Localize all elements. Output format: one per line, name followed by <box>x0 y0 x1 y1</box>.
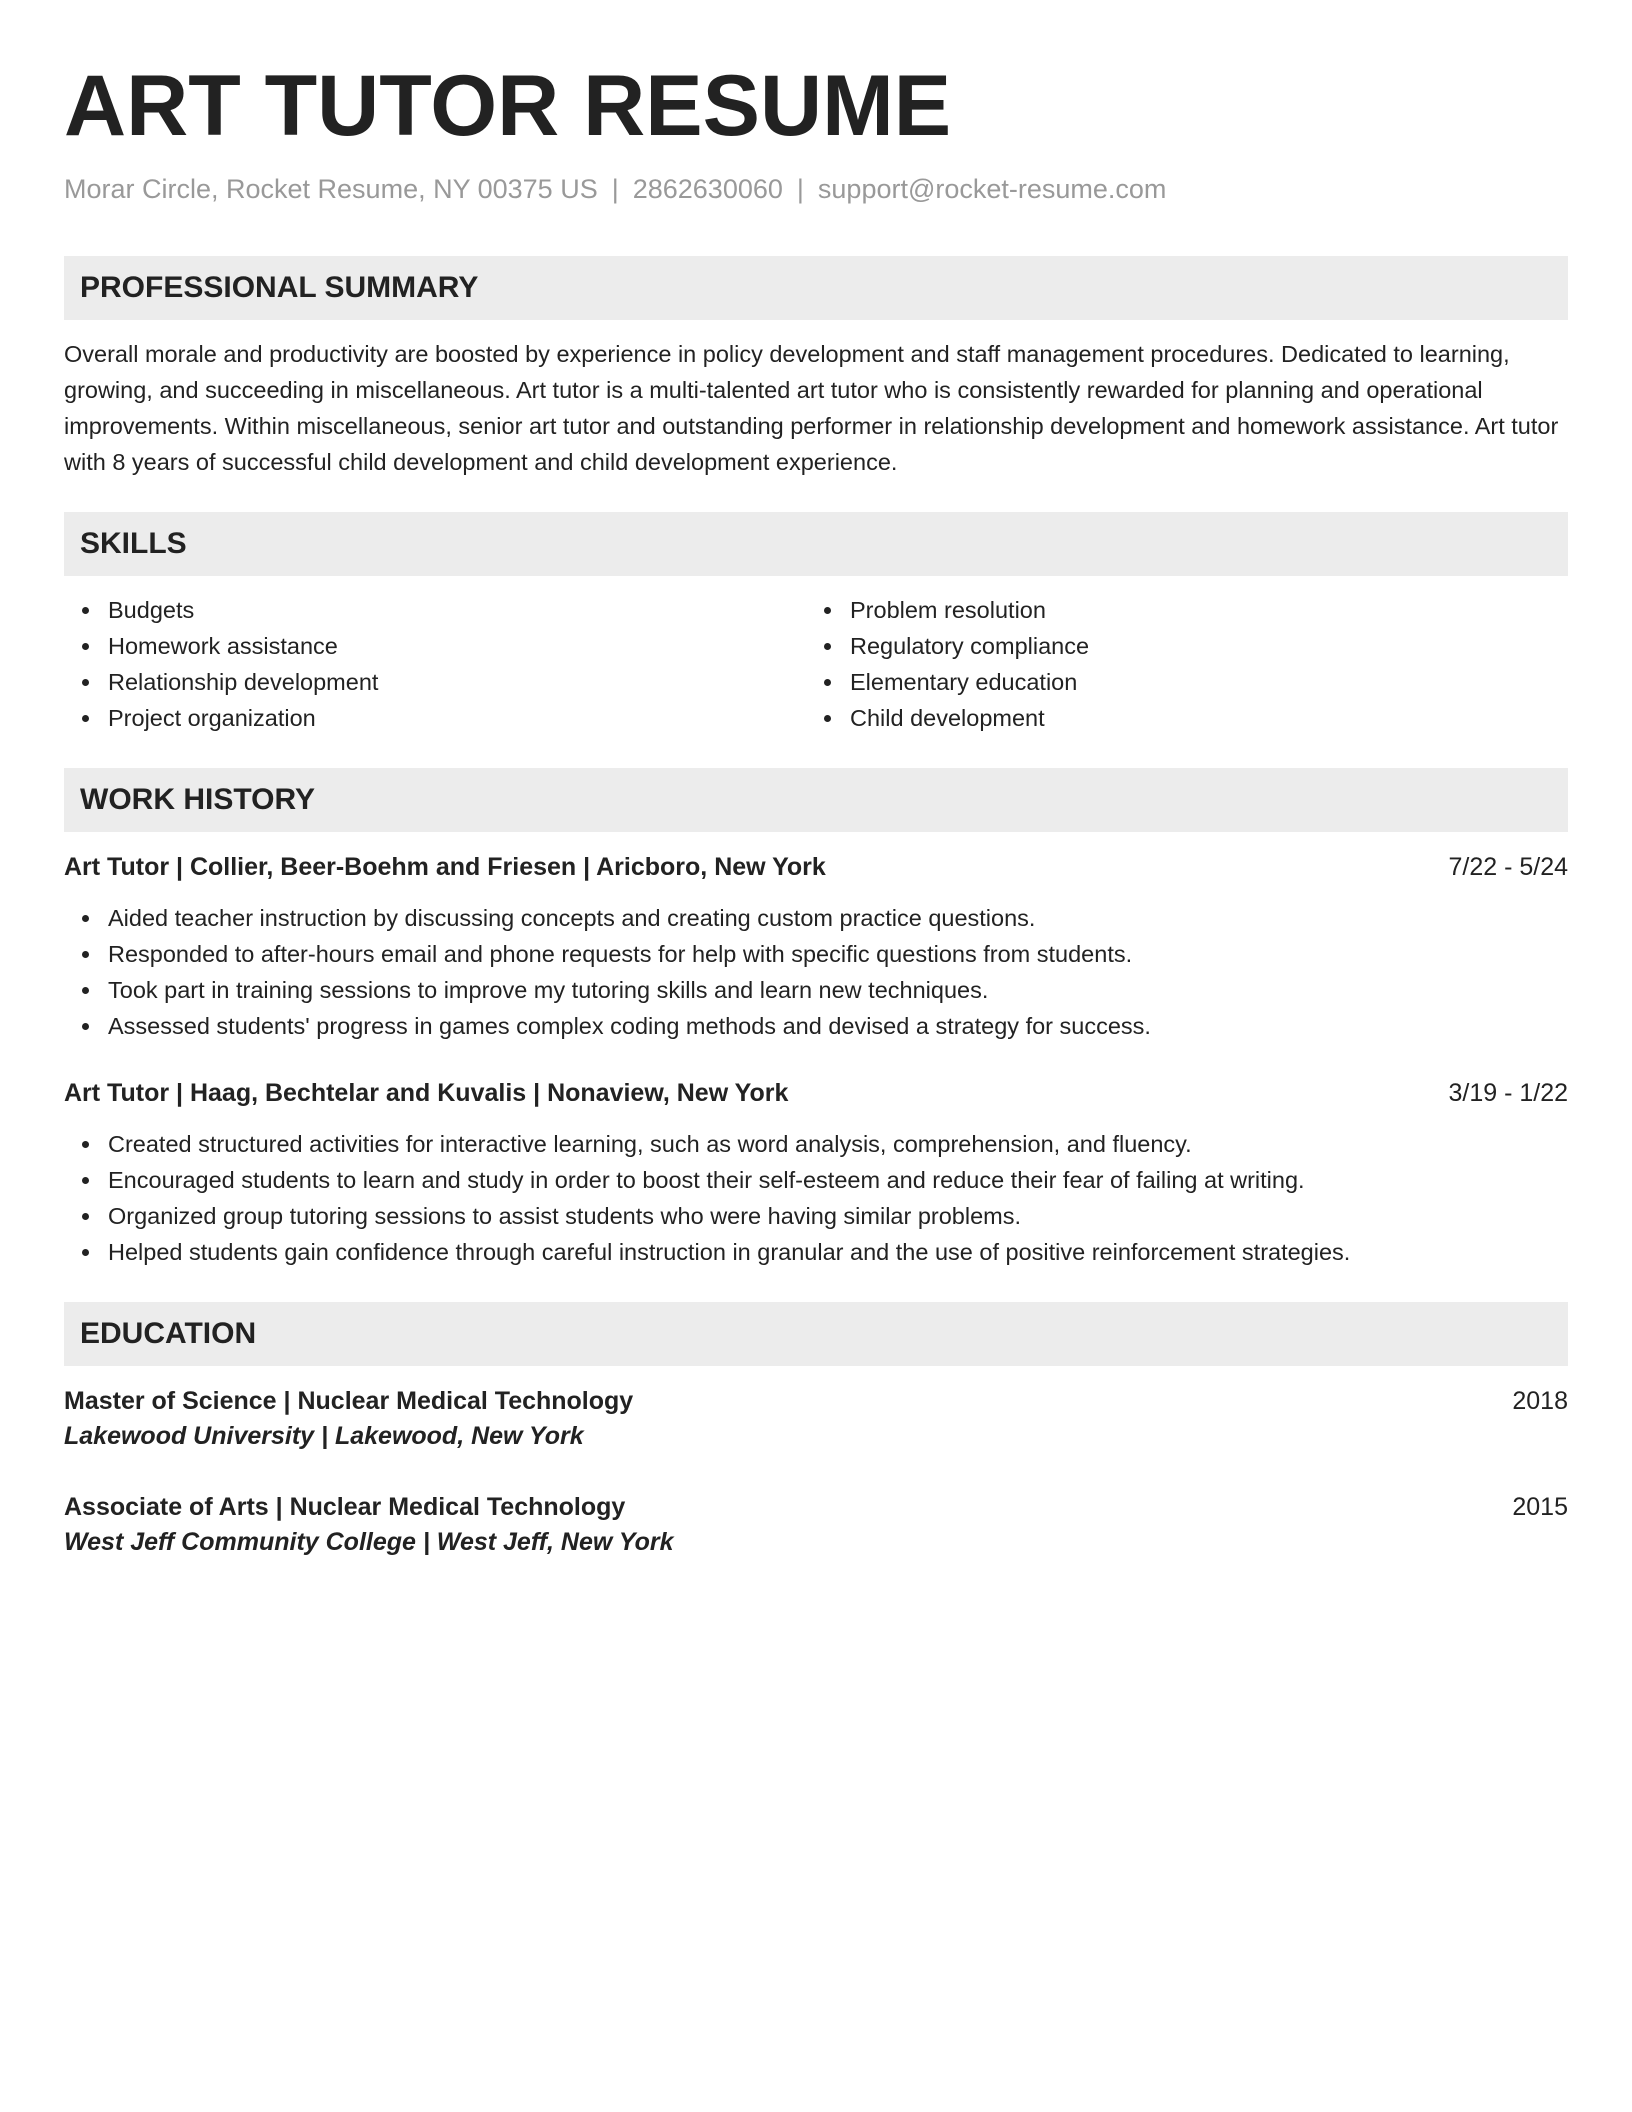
job-bullet: Helped students gain confidence through careful instruction in granular and the use of positive reinforcement strategies. <box>108 1234 1568 1270</box>
job-bullet: Organized group tutoring sessions to assist students who were having similar problems. <box>108 1198 1568 1234</box>
job-dates: 3/19 - 1/22 <box>1448 1079 1568 1107</box>
education-school: West Jeff Community College | West Jeff, New York <box>64 1528 674 1556</box>
contact-separator: | <box>611 174 619 204</box>
job-entry <box>64 850 1568 1044</box>
skill-item: Problem resolution <box>850 592 1548 628</box>
skill-item: Child development <box>850 700 1548 736</box>
summary-paragraph: Overall morale and productivity are boosted by experience in policy development and staff management procedures. Dedicated to learning, growing, and succeeding in miscellaneous. Art tutor is a multi-talented art tutor who is consistently rewarded for planning and operational improvements. Within miscellaneous, senior art tutor and outstanding performer in relationship development and homework assistance. Art tutor with 8 years of successful child development and child development experience. <box>64 341 1559 475</box>
contact-email: support@rocket-resume.com <box>817 174 1167 204</box>
section-header-education <box>64 1302 1568 1366</box>
skill-item: Budgets <box>108 592 806 628</box>
education-entry <box>64 1384 1568 1454</box>
job-dates: 7/22 - 5/24 <box>1448 853 1568 881</box>
job-bullets <box>64 900 1568 1044</box>
education-entry <box>64 1490 1568 1560</box>
contact-address: Morar Circle, Rocket Resume, NY 00375 US <box>64 174 598 204</box>
skills-column-right <box>806 592 1548 736</box>
skill-item: Project organization <box>108 700 806 736</box>
job-entry <box>64 1076 1568 1270</box>
job-bullet: Created structured activities for interactive learning, such as word analysis, comprehension, and fluency. <box>108 1126 1568 1162</box>
job-bullet: Encouraged students to learn and study in order to boost their self-esteem and reduce their fear of failing at writing. <box>108 1162 1568 1198</box>
section-title: PROFESSIONAL SUMMARY <box>80 271 479 304</box>
job-title: Art Tutor | Haag, Bechtelar and Kuvalis | Nonaview, New York <box>64 1079 789 1107</box>
job-bullet: Assessed students' progress in games complex coding methods and devised a strategy for success. <box>108 1008 1568 1044</box>
resume-page <box>64 0 1568 1560</box>
job-bullet: Took part in training sessions to improve my tutoring skills and learn new techniques. <box>108 972 1568 1008</box>
job-bullet: Aided teacher instruction by discussing concepts and creating custom practice questions. <box>108 900 1568 936</box>
skills-column-left <box>64 592 806 736</box>
skill-item: Homework assistance <box>108 628 806 664</box>
section-header-skills <box>64 512 1568 576</box>
education-degree: Associate of Arts | Nuclear Medical Technology <box>64 1493 626 1521</box>
section-header-work-history <box>64 768 1568 832</box>
contact-line <box>64 172 1568 206</box>
skill-item: Relationship development <box>108 664 806 700</box>
job-bullets <box>64 1126 1568 1270</box>
skill-item: Elementary education <box>850 664 1548 700</box>
section-title: EDUCATION <box>80 1317 257 1350</box>
contact-phone: 2862630060 <box>632 174 783 204</box>
section-title: SKILLS <box>80 527 187 560</box>
education-year: 2015 <box>1512 1493 1568 1521</box>
job-bullet: Responded to after-hours email and phone requests for help with specific questions from students. <box>108 936 1568 972</box>
education-header <box>64 1384 1568 1418</box>
skills-grid <box>64 592 1568 736</box>
section-title: WORK HISTORY <box>80 783 316 816</box>
job-title: Art Tutor | Collier, Beer-Boehm and Friesen | Aricboro, New York <box>64 853 826 881</box>
skill-item: Regulatory compliance <box>850 628 1548 664</box>
contact-separator: | <box>796 174 804 204</box>
job-header <box>64 1076 1568 1110</box>
resume-title: ART TUTOR RESUME <box>64 58 952 154</box>
education-year: 2018 <box>1512 1387 1568 1415</box>
job-header <box>64 850 1568 884</box>
education-degree: Master of Science | Nuclear Medical Technology <box>64 1387 634 1415</box>
education-header <box>64 1490 1568 1524</box>
section-header-summary <box>64 256 1568 320</box>
education-school: Lakewood University | Lakewood, New York <box>64 1422 584 1450</box>
